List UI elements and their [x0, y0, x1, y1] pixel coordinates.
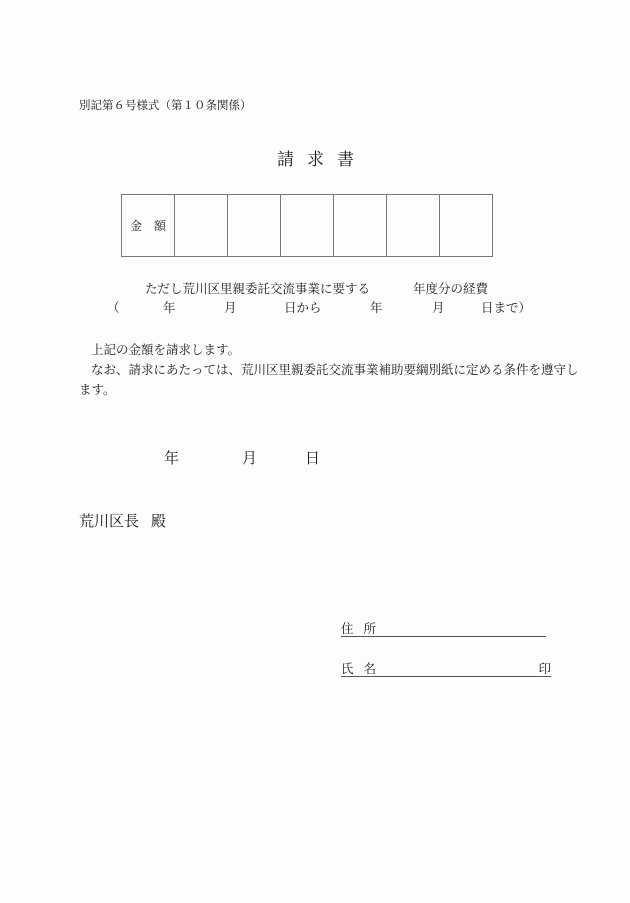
address-label-char: 所 [363, 621, 377, 636]
form-identifier: 別記第６号様式（第１０条関係） [79, 98, 252, 112]
title-char: 書 [337, 150, 354, 170]
amount-label [122, 195, 175, 257]
name-label-char: 氏 [341, 661, 354, 676]
addressee-honorific: 殿 [151, 512, 167, 530]
title-char: 求 [307, 150, 324, 170]
amount-table [121, 194, 493, 257]
period-from-day: 日から [284, 300, 322, 315]
name-label-char: 名 [363, 661, 377, 676]
purpose-line: ただし荒川区里親委託交流事業に要する [145, 281, 371, 296]
date-day: 日 [305, 449, 321, 467]
date-month: 月 [242, 449, 258, 467]
period-open-paren: （ [107, 300, 120, 315]
amount-digit-cell[interactable] [281, 195, 334, 257]
addressee-name: 荒川区長 [79, 512, 140, 530]
amount-digit-cell[interactable] [175, 195, 228, 257]
address-field[interactable] [341, 619, 546, 637]
body-line-3: ます。 [79, 382, 116, 397]
address-label [341, 621, 386, 636]
period-to-day: 日まで） [481, 300, 532, 315]
period-to-month: 月 [432, 300, 445, 315]
body-line-1: 上記の金額を請求します。 [91, 342, 241, 357]
addressee [79, 510, 166, 531]
document-title [277, 145, 367, 170]
title-char: 請 [277, 150, 294, 170]
amount-label-char: 額 [154, 219, 167, 233]
address-label-char: 住 [341, 621, 354, 636]
period-from-month: 月 [224, 300, 237, 315]
period-from-year: 年 [163, 300, 176, 315]
name-label [341, 661, 386, 676]
body-line-2: なお、請求にあたっては、荒川区里親委託交流事業補助要綱別紙に定める条件を遵守し [91, 362, 579, 377]
amount-digit-cell[interactable] [440, 195, 493, 257]
amount-digit-cell[interactable] [228, 195, 281, 257]
amount-digit-cell[interactable] [387, 195, 440, 257]
amount-label-char: 金 [129, 219, 142, 233]
seal-mark: 印 [538, 661, 551, 676]
date-year: 年 [164, 449, 180, 467]
amount-digit-cell[interactable] [334, 195, 387, 257]
period-to-year: 年 [370, 300, 383, 315]
fiscal-year-suffix: 年度分の経費 [413, 281, 489, 296]
name-field[interactable] [341, 659, 551, 677]
